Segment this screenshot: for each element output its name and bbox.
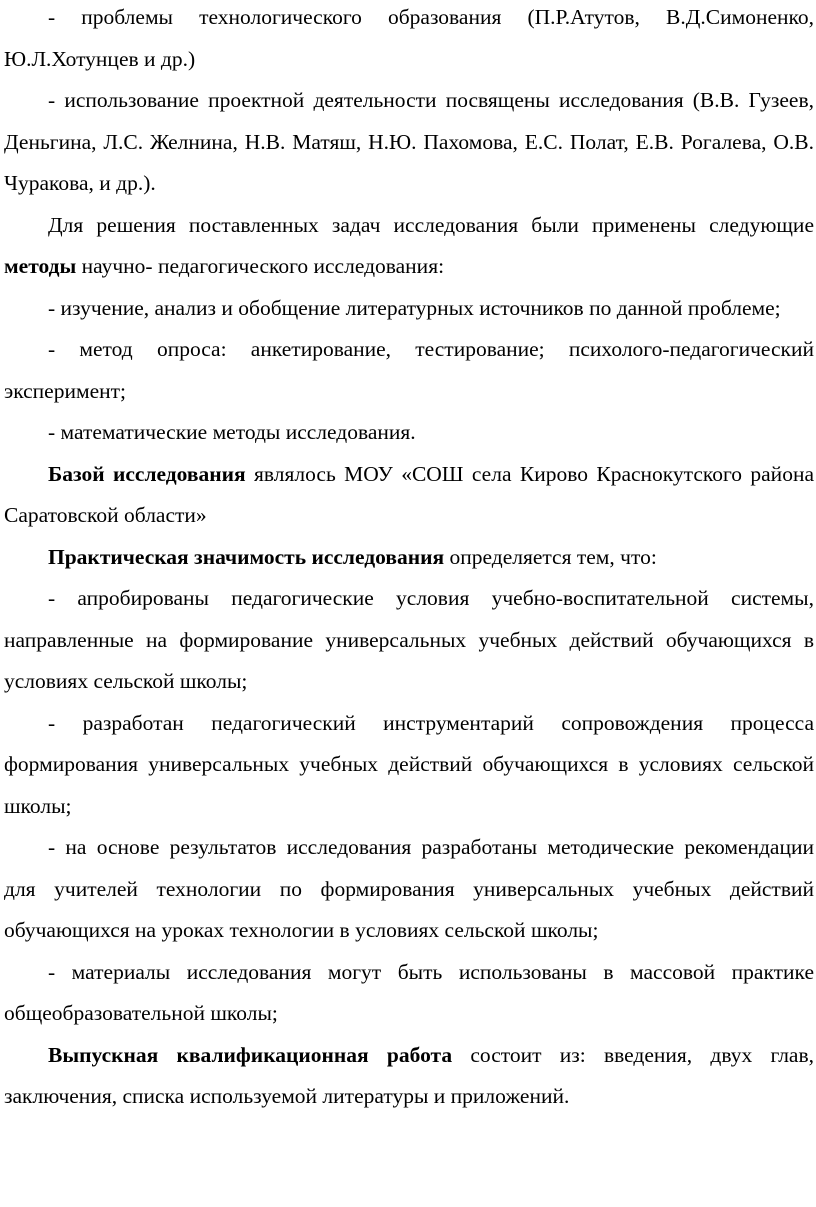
paragraph-technology-education-problems [4,0,814,80]
thesis-bold-term: Выпускная квалификационная работа [48,1042,453,1067]
paragraph-text: являлось МОУ «СОШ села Кирово Краснокутского района Саратовской области» [4,461,814,527]
paragraph-text: - математические методы исследования. [48,420,416,444]
paragraph-practical-significance [4,537,814,579]
paragraph-text: определяется тем, что: [444,544,657,569]
paragraph-method-math [4,412,814,454]
paragraph-methods-intro [4,205,814,288]
paragraph-text: - на основе результатов исследования разработаны методические рекомендации для учителей технологии по формирования универсальных учебных действий обучающихся на уроках технологии в условиях сельской школы; [4,835,814,942]
paragraph-text: Для решения поставленных задач исследования были применены следующие [48,212,814,237]
paragraph-thesis-structure [4,1035,814,1118]
research-base-bold-term: Базой исследования [48,461,246,486]
paragraph-text: - проблемы технологического образования (П.Р.Атутов, В.Д.Симоненко, Ю.Л.Хотунцев и др.) [4,5,814,71]
practical-significance-bold-term: Практическая значимость исследования [48,544,445,569]
methods-bold-term: методы [4,254,77,278]
paragraph-text: - метод опроса: анкетирование, тестирование; психолого-педагогический эксперимент; [4,337,814,403]
paragraph-text: - апробированы педагогические условия учебно-воспитательной системы, направленные на формирование универсальных учебных действий обучающихся в условиях сельской школы; [4,586,814,693]
paragraph-method-literature-analysis [4,288,814,330]
paragraph-method-survey [4,329,814,412]
paragraph-research-base [4,454,814,537]
paragraph-text: - использование проектной деятельности посвящены исследования (В.В. Гузеев, Деньгина, Л.С. Желнина, Н.В. Матяш, Н.Ю. Пахомова, Е.С. Полат, Е.В. Рогалева, О.В. Чуракова, и др.). [4,88,814,195]
paragraph-text: - материалы исследования могут быть использованы в массовой практике общеобразовательной школы; [4,959,814,1025]
paragraph-toolkit-developed [4,703,814,828]
paragraph-text: состоит из: введения, двух глав, заключения, списка используемой литературы и приложений. [4,1042,814,1108]
paragraph-text: - изучение, анализ и обобщение литературных источников по данной проблеме; [48,295,781,320]
paragraph-recommendations [4,827,814,952]
paragraph-text: научно- педагогического исследования: [76,254,445,278]
paragraph-tested-conditions [4,578,814,703]
paragraph-project-activity-studies [4,80,814,205]
paragraph-text: - разработан педагогический инструментарий сопровождения процесса формирования универсальных учебных действий обучающихся в условиях сельской школы; [4,710,814,818]
paragraph-materials-usage [4,952,814,1035]
